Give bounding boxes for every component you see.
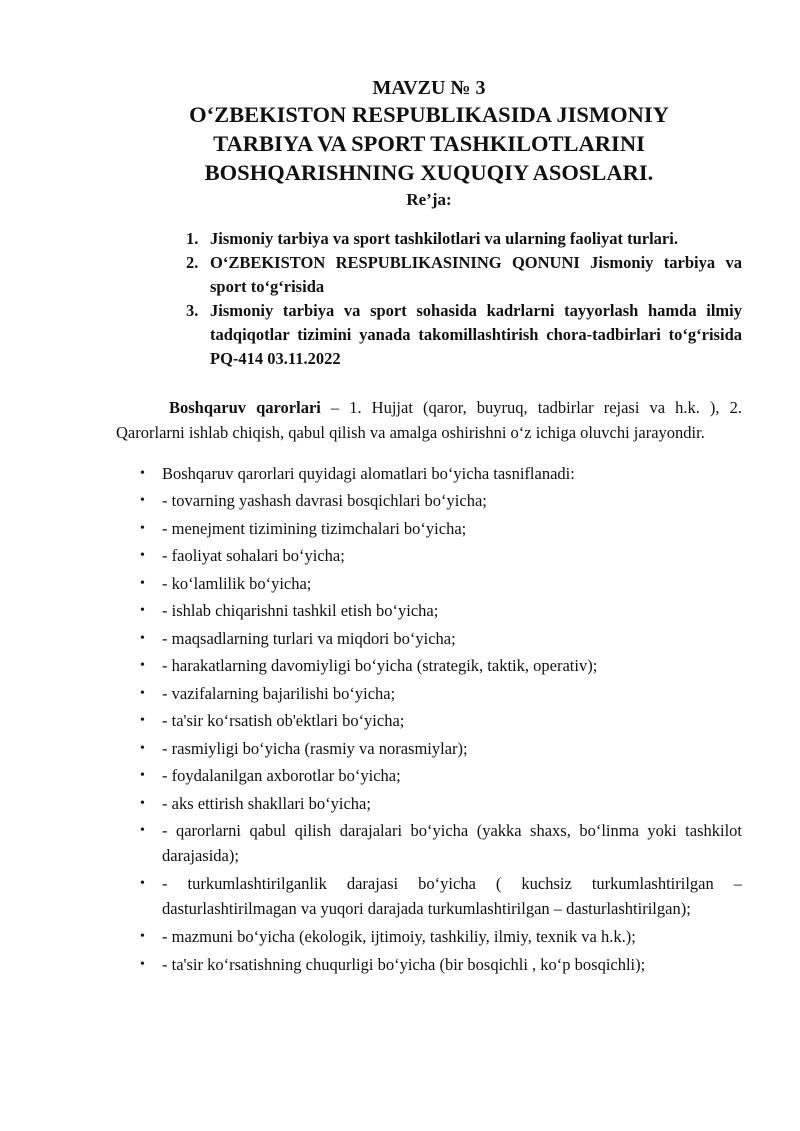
list-item <box>140 599 742 624</box>
bullet-icon: • <box>140 575 145 591</box>
title-line: BOSHQARISHNING XUQUQIY ASOSLARI. <box>204 160 654 185</box>
title-line: TARBIYA VA SPORT TASHKILOTLARINI <box>213 131 645 156</box>
bullet-icon: • <box>140 603 145 618</box>
plan-heading: Re’ja: <box>406 190 452 209</box>
list-item-text: - turkumlashtirilganlik darajasi bo‘yicha ( kuchsiz turkumlashtirilgan – dasturlashtirilmagan va yuqori darajada turkumlashtirilgan – dasturlashtirilgan); <box>162 874 742 918</box>
bullet-icon: • <box>140 740 145 756</box>
list-item-text: - vazifalarning bajarilishi bo‘yicha; <box>162 683 396 703</box>
list-item <box>140 544 742 569</box>
list-item-text: - tovarning yashash davrasi bosqichlari bo‘yicha; <box>162 491 487 510</box>
definition-paragraph <box>116 395 742 445</box>
list-item-text: - ko‘lamlilik bo‘yicha; <box>162 573 312 593</box>
list-item <box>140 925 742 950</box>
list-item <box>140 792 742 817</box>
bullet-icon: • <box>140 876 145 891</box>
plan-item <box>186 299 742 371</box>
list-item-text: - aks ettirish shakllari bo‘yicha; <box>162 793 371 813</box>
list-item-text: - maqsadlarning turlari va miqdori bo‘yicha; <box>162 628 456 648</box>
list-item-text: Boshqaruv qarorlari quyidagi alomatlari bo‘yicha tasniflanadi: <box>162 463 575 483</box>
document-title <box>116 100 742 187</box>
plan-item-text: Jismoniy tarbiya va sport tashkilotlari va ularning faoliyat turlari. <box>210 229 678 248</box>
plan-item <box>186 227 742 251</box>
bullet-icon: • <box>140 713 145 728</box>
list-item <box>140 654 742 679</box>
list-item <box>140 764 742 789</box>
definition-term: Boshqaruv qarorlari <box>169 398 321 417</box>
topic-number: MAVZU № 3 <box>372 77 486 99</box>
list-item <box>140 572 742 597</box>
list-item-text: - menejment tizimining tizimchalari bo‘yicha; <box>162 518 467 538</box>
bullet-icon: • <box>140 548 145 563</box>
list-item <box>140 489 742 514</box>
list-item <box>140 627 742 652</box>
bullet-icon: • <box>140 685 145 701</box>
list-item-text: - harakatlarning davomiyligi bo‘yicha (strategik, taktik, operativ); <box>162 656 598 675</box>
bullet-icon: • <box>140 630 145 646</box>
list-item <box>140 737 742 762</box>
title-line: O‘ZBEKISTON RESPUBLIKASIDA JISMONIY <box>189 102 669 127</box>
bullet-icon: • <box>140 493 145 508</box>
plan-item-number: 1. <box>186 229 199 248</box>
list-item-text: - foydalanilgan axborotlar bo‘yicha; <box>162 766 401 785</box>
list-item <box>140 462 742 487</box>
list-item-text: - rasmiyligi bo‘yicha (rasmiy va norasmiylar); <box>162 738 468 758</box>
bullet-icon: • <box>140 768 145 783</box>
list-item <box>140 709 742 734</box>
list-item-text: - ishlab chiqarishni tashkil etish bo‘yicha; <box>162 601 439 620</box>
bullet-icon: • <box>140 658 145 673</box>
list-item-text: - mazmuni bo‘yicha (ekologik, ijtimoiy, tashkiliy, ilmiy, texnik va h.k.); <box>162 927 636 946</box>
bullet-icon: • <box>140 520 145 536</box>
plan-item-number: 2. <box>186 253 199 272</box>
list-item-text: - ta'sir ko‘rsatishning chuqurligi bo‘yicha (bir bosqichli , ko‘p bosqichli); <box>162 954 646 974</box>
bullet-icon: • <box>140 795 145 811</box>
plan-item <box>186 251 742 299</box>
list-item <box>140 517 742 542</box>
list-item-text: - ta'sir ko‘rsatish ob'ektlari bo‘yicha; <box>162 711 405 730</box>
plan-item-text: O‘ZBEKISTON RESPUBLIKASINING QONUNI Jismoniy tarbiya va sport to‘g‘risida <box>210 253 742 296</box>
plan-item-number: 3. <box>186 301 199 320</box>
list-item <box>140 872 742 921</box>
list-item <box>140 682 742 707</box>
bullet-icon: • <box>140 929 145 944</box>
bullet-icon: • <box>140 465 145 481</box>
title-block <box>116 76 742 211</box>
list-item-text: - qarorlarni qabul qilish darajalari bo‘yicha (yakka shaxs, bo‘linma yoki tashkilot darajasida); <box>162 821 742 865</box>
list-item <box>140 819 742 868</box>
list-item-text: - faoliyat sohalari bo‘yicha; <box>162 546 345 565</box>
definition-text: – 1. Hujjat (qaror, buyruq, tadbirlar rejasi va h.k. ), 2. Qarorlarni ishlab chiqish, qabul qilish va amalga oshirishni o‘z ichiga oluvchi jarayondir. <box>116 398 742 442</box>
classification-list <box>116 462 742 978</box>
bullet-icon: • <box>140 956 145 972</box>
list-item <box>140 953 742 978</box>
plan-list <box>116 227 742 371</box>
bullet-icon: • <box>140 823 145 838</box>
plan-item-text: Jismoniy tarbiya va sport sohasida kadrlarni tayyorlash hamda ilmiy tadqiqotlar tizimini yanada takomillashtirish chora-tadbirlari to‘g‘risida PQ-414 03.11.2022 <box>210 301 742 368</box>
